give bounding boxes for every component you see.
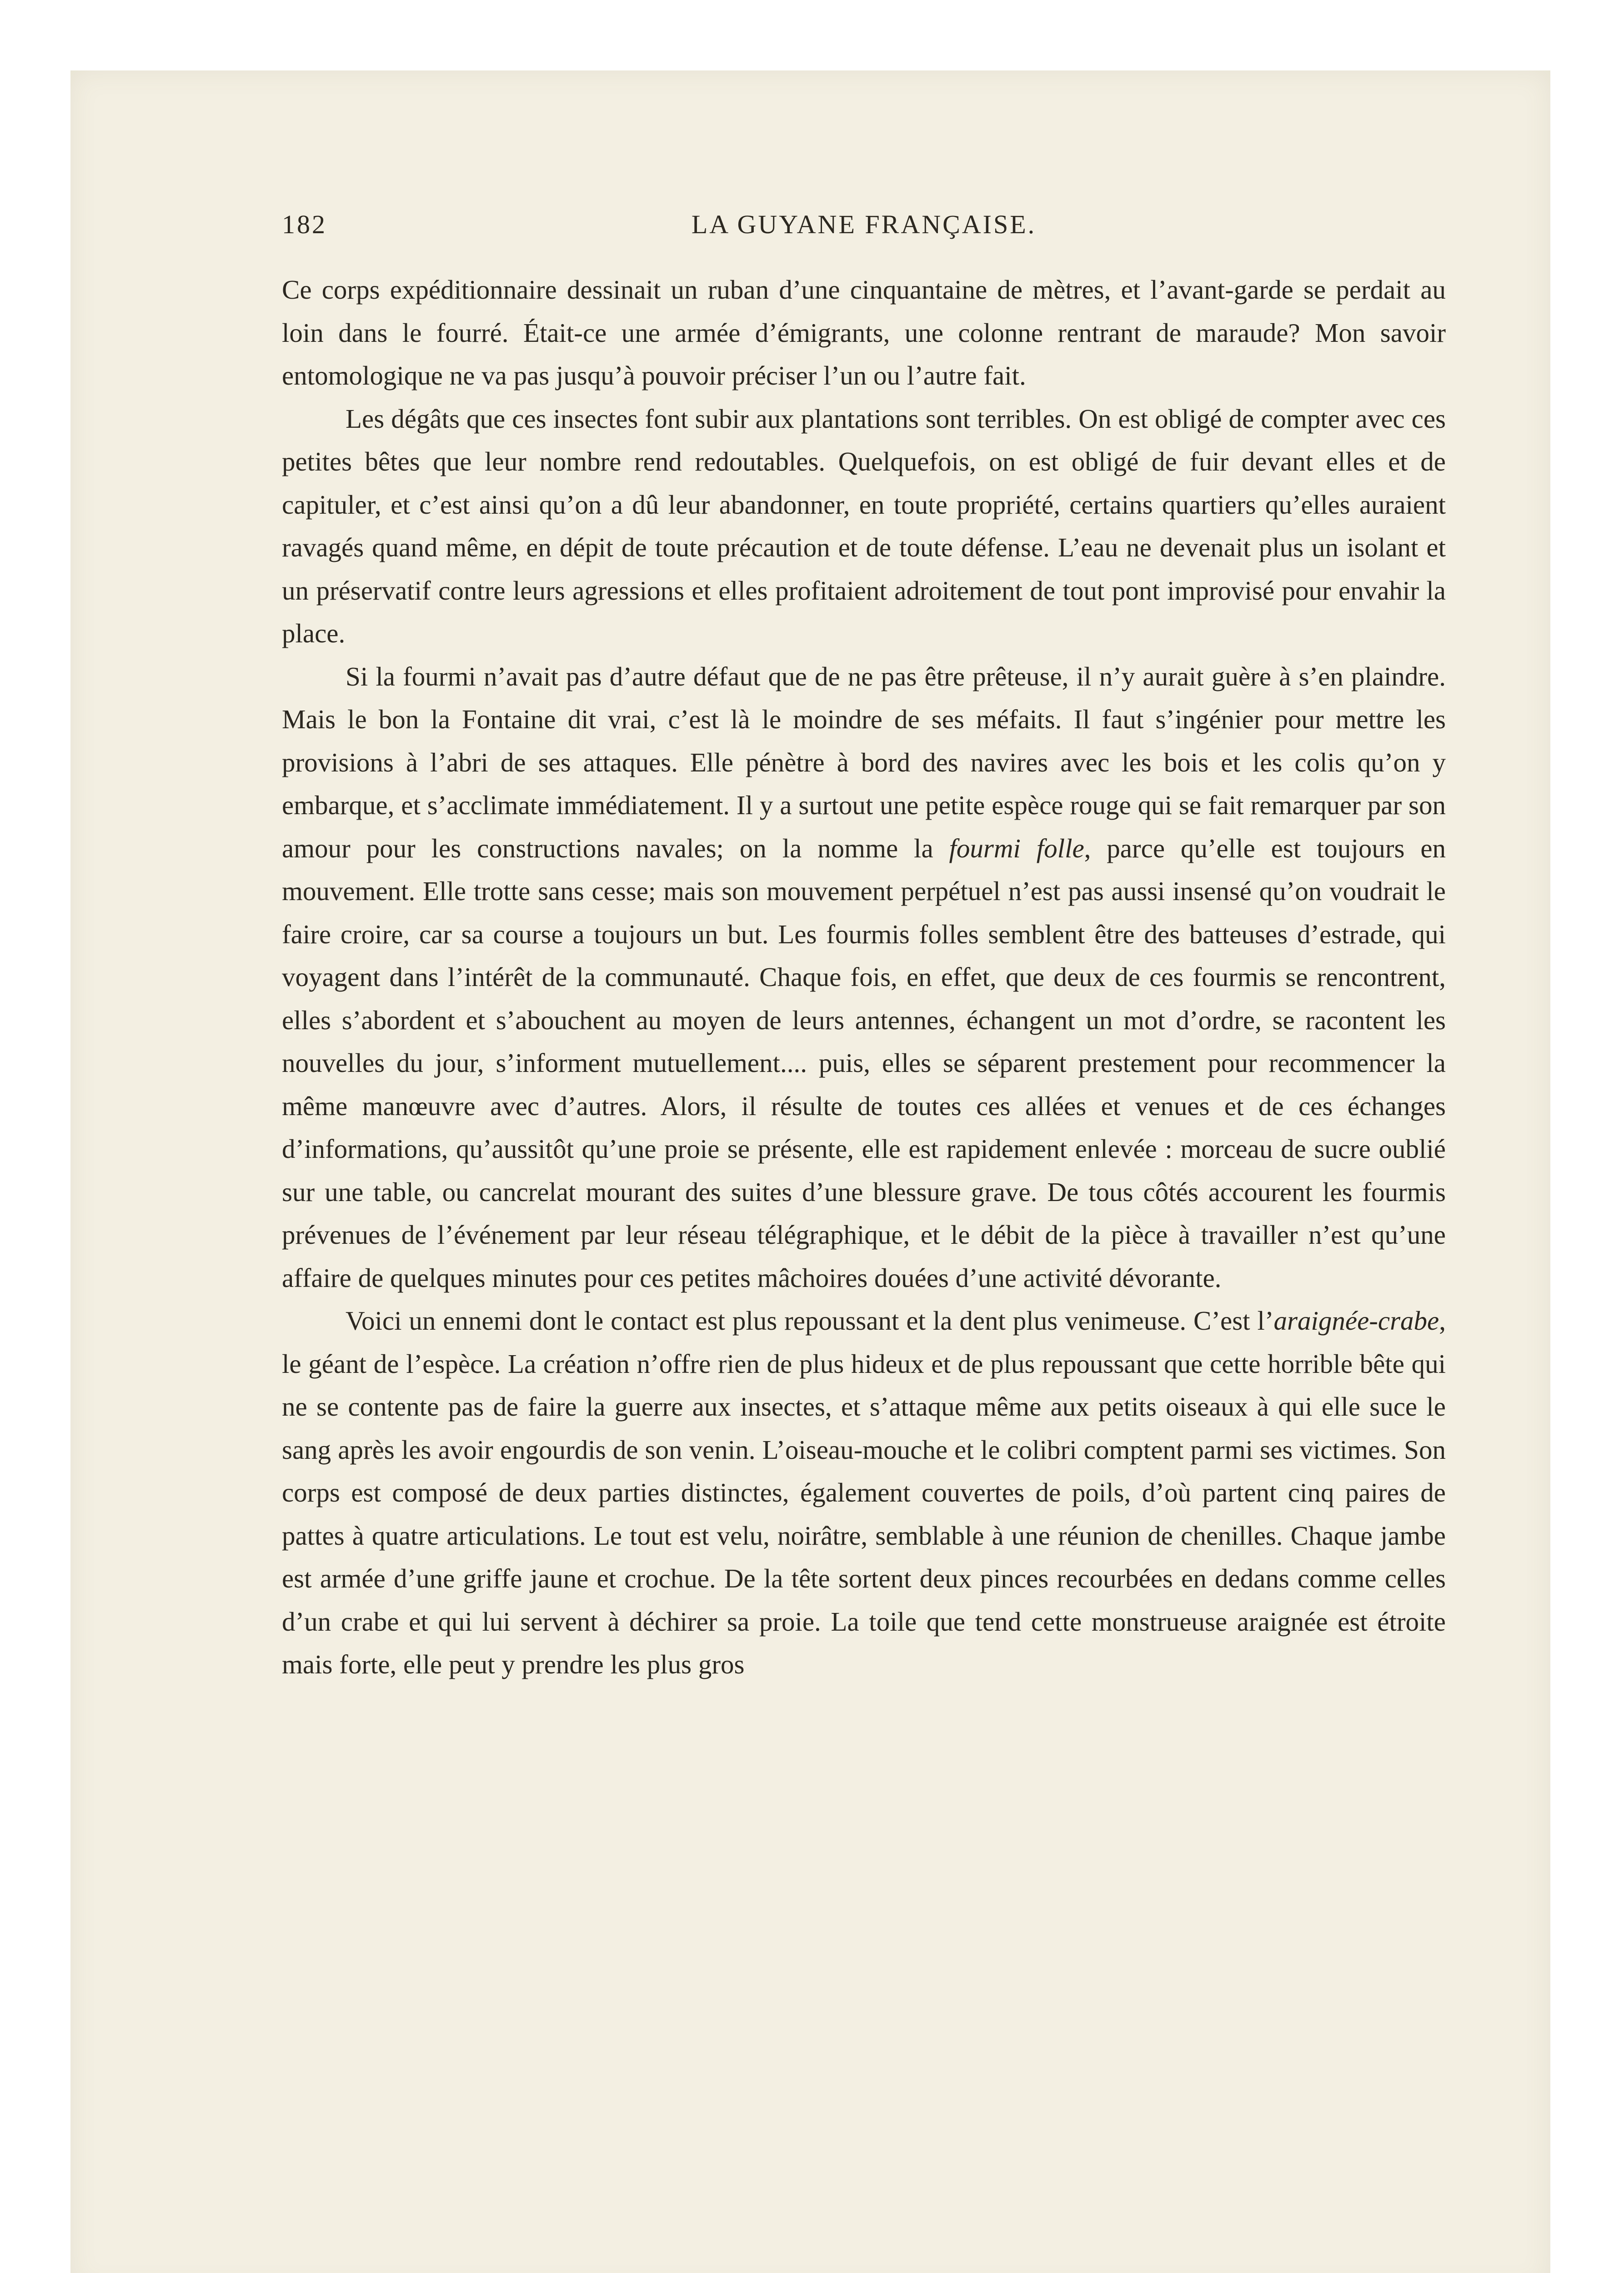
araignee-crabe-term: araignée-crabe — [1273, 1306, 1439, 1336]
page-number: 182 — [282, 210, 327, 239]
page-header — [282, 209, 1446, 245]
paragraph-3-text-end: , parce qu’elle est toujours en mouvement. Elle trotte sans cesse; mais son mouvement perpétuel n’est pas aussi insensé qu’on voudrait le faire croire, car sa course a toujours un but. Les fourmis folles semblent être des batteuses d’estrade, qui voyagent dans l’intérêt de la communauté. Chaque fois, en effet, que deux de ces fourmis se rencontrent, elles s’abordent et s’abouchent au moyen de leurs antennes, échangent un mot d’ordre, se racontent les nouvelles du jour, s’informent mutuellement.... puis, elles se séparent prestement pour recommencer la même manœuvre avec d’autres. Alors, il résulte de toutes ces allées et venues et de ces échanges d’informations, qu’aussitôt qu’une proie se présente, elle est rapidement enlevée : morceau de sucre oublié sur une table, ou cancrelat mourant des suites d’une blessure grave. De tous côtés accourent les fourmis prévenues de l’événement par leur réseau télégraphique, et le débit de la pièce à travailler n’est qu’une affaire de quelques minutes pour ces petites mâchoires douées d’une activité dévorante. — [282, 833, 1446, 1293]
paragraph-4 — [282, 1299, 1446, 1686]
paragraph-4-text-end: , le géant de l’espèce. La création n’offre rien de plus hideux et de plus repoussant que cette horrible bête qui ne se contente pas de faire la guerre aux insectes, et s’attaque même aux petits oiseaux à qui elle suce le sang après les avoir engourdis de son venin. L’oiseau-mouche et le colibri comptent parmi ses victimes. Son corps est composé de deux parties distinctes, également couvertes de poils, d’où partent cinq paires de pattes à quatre articulations. Le tout est velu, noirâtre, semblable à une réunion de chenilles. Chaque jambe est armée d’une griffe jaune et crochue. De la tête sortent deux pinces recourbées en dedans comme celles d’un crabe et qui lui servent à déchirer sa proie. La toile que tend cette monstrueuse araignée est étroite mais forte, elle peut y prendre les plus gros — [282, 1306, 1446, 1679]
paragraph-2: Les dégâts que ces insectes font subir aux plantations sont terribles. On est obligé de compter avec ces petites bêtes que leur nombre rend redoutables. Quelquefois, on est obligé de fuir devant elles et de capituler, et c’est ainsi qu’on a dû leur abandonner, en toute propriété, certains quartiers qu’elles auraient ravagés quand même, en dépit de toute précaution et de toute défense. L’eau ne devenait plus un isolant et un préservatif contre leurs agressions et elles profitaient adroitement de tout pont improvisé pour envahir la place. — [282, 403, 1446, 648]
running-title: LA GUYANE FRANÇAISE. — [691, 210, 1037, 239]
body-text — [282, 268, 1446, 1686]
paragraph-3-text-start: Si la fourmi n’avait pas d’autre défaut que de ne pas être prêteuse, il n’y aurait guère à s’en plaindre. Mais le bon la Fontaine dit vrai, c’est là le moindre de ses méfaits. Il faut s’ingénier pour mettre les provisions à l’abri de ses attaques. Elle pénètre à bord des navires avec les bois et les colis qu’on y embarque, et s’acclimate immédiatement. Il y a surtout une petite espèce rouge qui se fait remarquer par son amour pour les constructions navales; on la nomme la — [282, 661, 1446, 863]
paragraph-4-text-start: Voici un ennemi dont le contact est plus repoussant et la dent plus venimeuse. C’est l’ — [346, 1306, 1274, 1336]
fourmi-folle-term: fourmi folle — [949, 833, 1084, 863]
paragraph-3 — [282, 655, 1446, 1300]
paragraph-1: Ce corps expéditionnaire dessinait un ruban d’une cinquantaine de mètres, et l’avant-garde se perdait au loin dans le fourré. Était-ce une armée d’émigrants, une colonne rentrant de maraude? Mon savoir entomologique ne va pas jusqu’à pouvoir préciser l’un ou l’autre fait. — [282, 275, 1446, 391]
